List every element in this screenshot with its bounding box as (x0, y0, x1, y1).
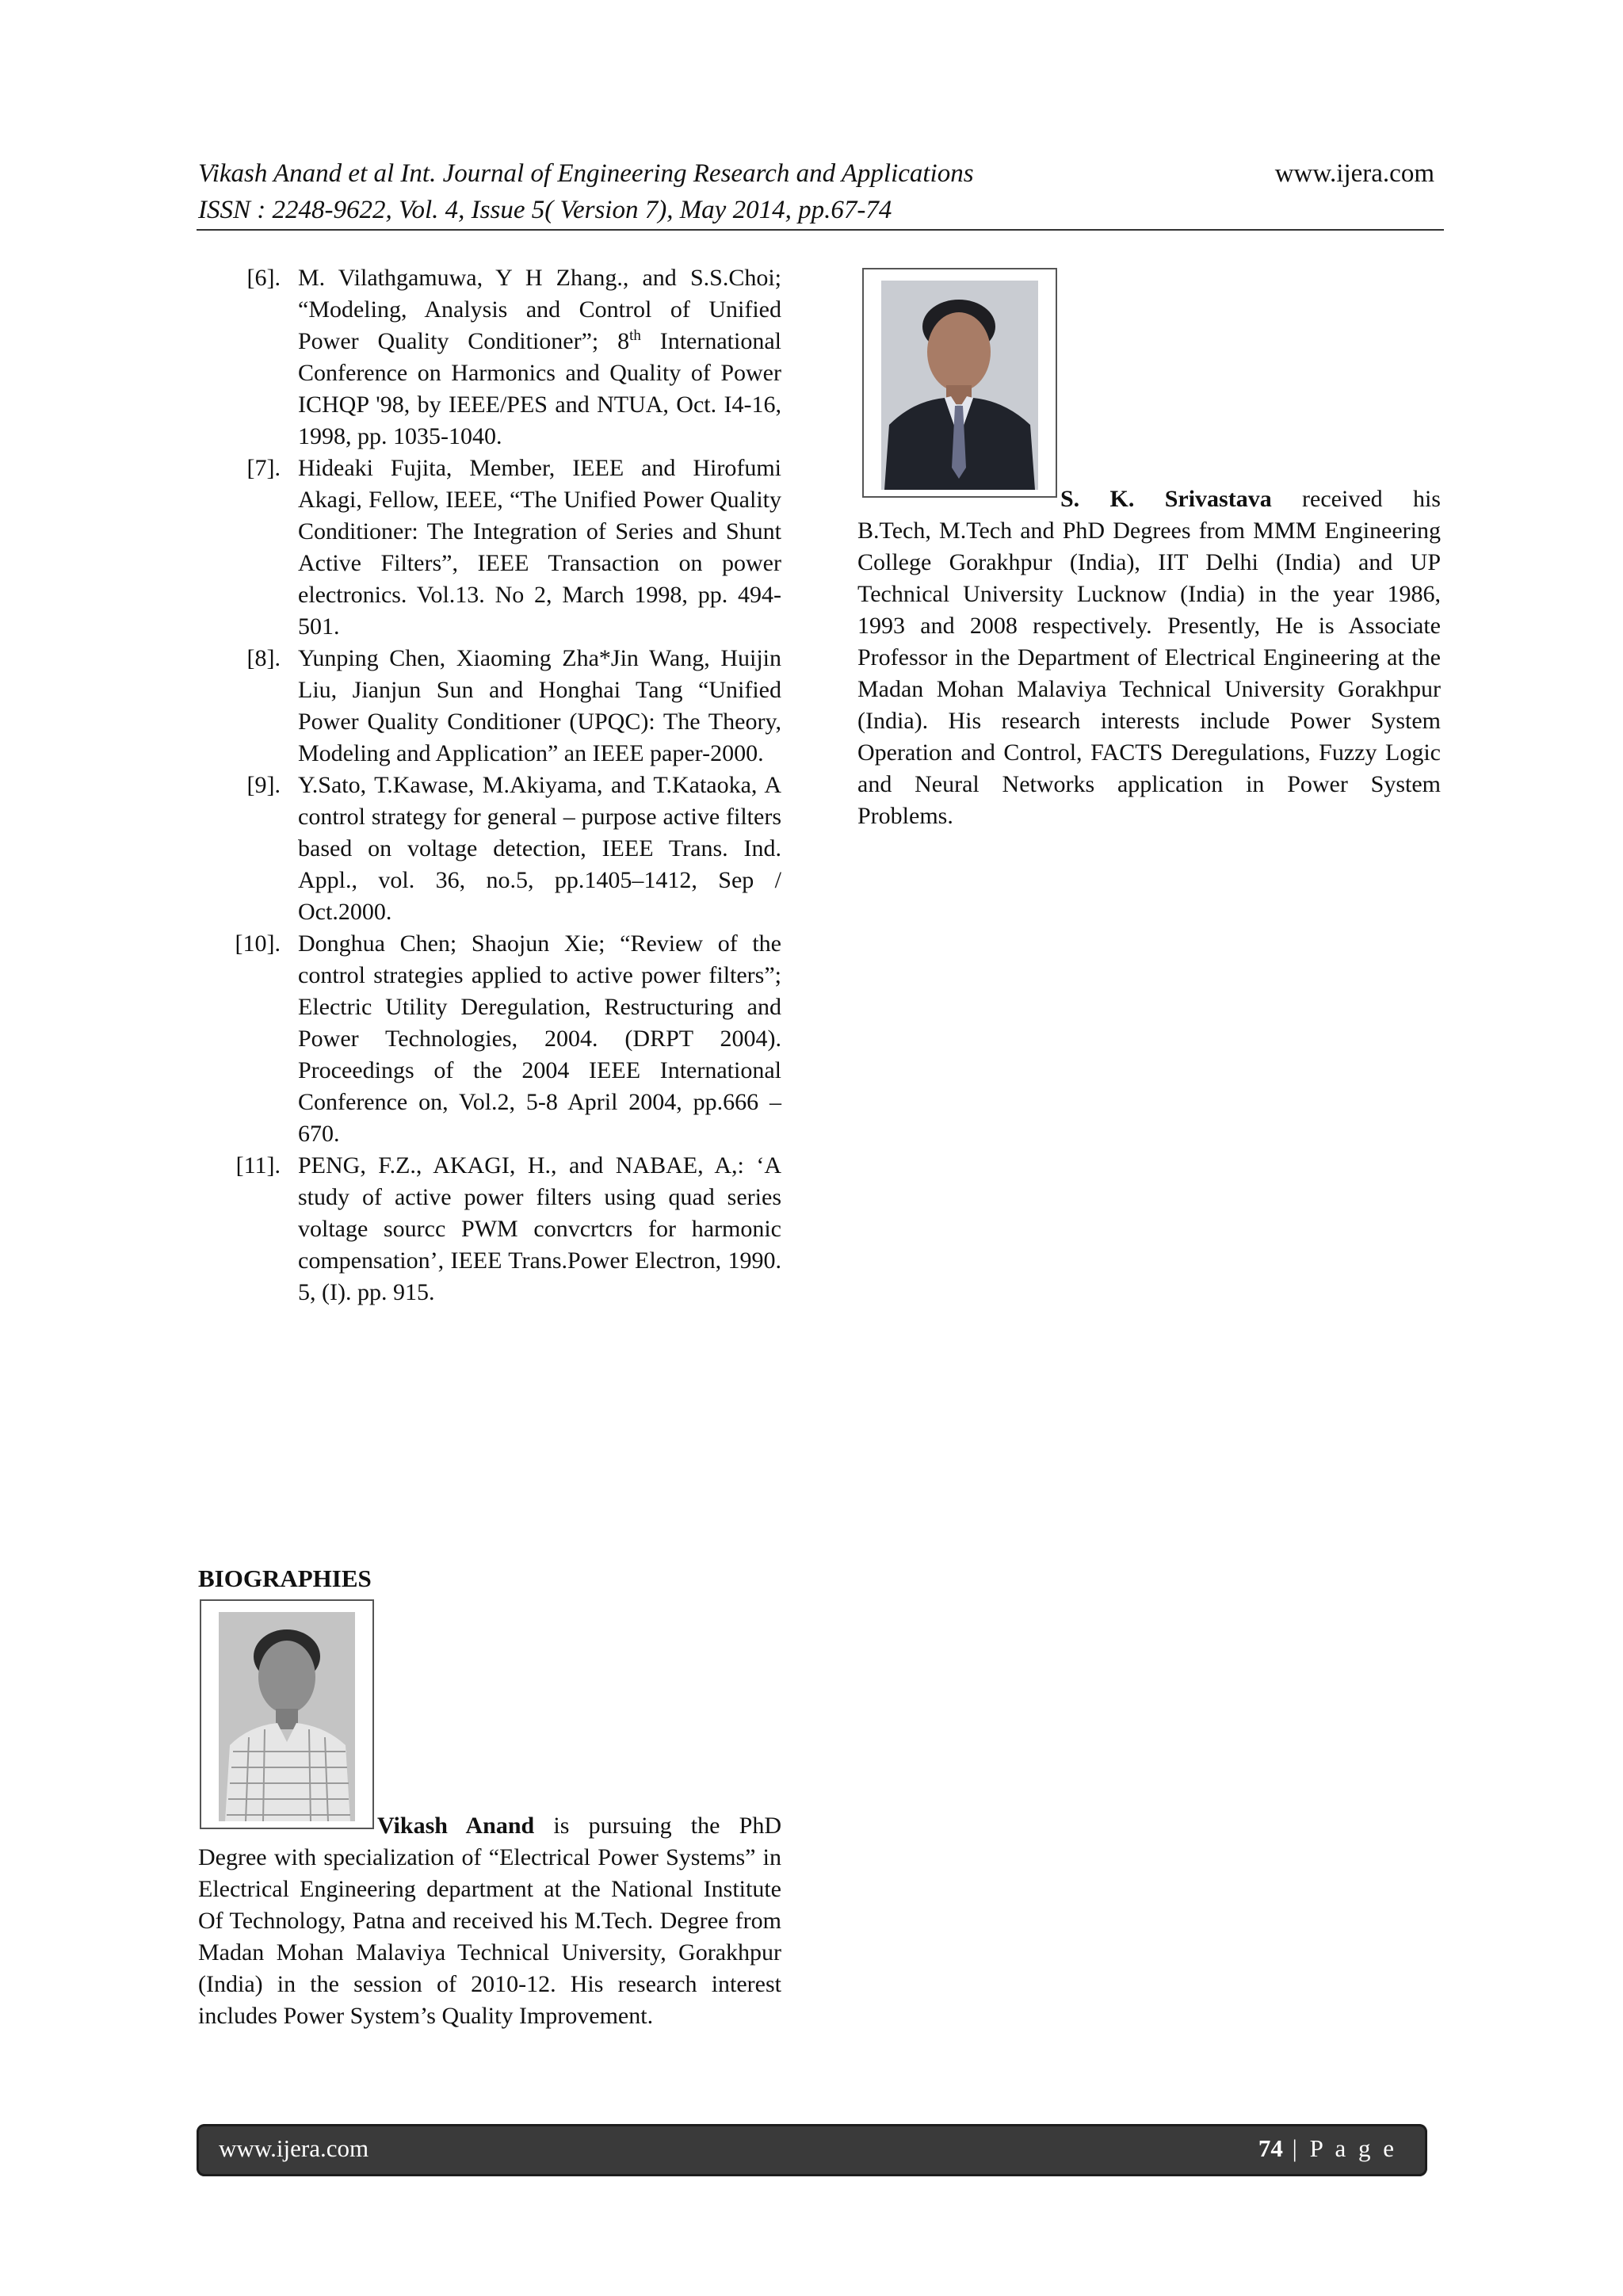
references-list (212, 262, 781, 1308)
page-number: 74 (1258, 2134, 1283, 2162)
reference-text: Yunping Chen, Xiaoming Zha*Jin Wang, Huijin Liu, Jianjun Sun and Honghai Tang “Unified Power Quality Conditioner (UPQC): The Theory, Modeling and Application” an IEEE paper-2000. (298, 645, 781, 766)
biography-vikash-anand-text: Degree with specialization of “Electrical Power Systems” in Electrical Engineering department at the National Institute Of Technology, Patna and received his M.Tech. Degree from Madan Mohan Malaviya Technical University, Gorakhpur (India) in the session of 2010-12. His research interest includes Power System’s Quality Improvement. (198, 1844, 781, 2029)
reference-number: [11]. (235, 1152, 281, 1179)
reference-item (212, 928, 781, 1150)
reference-text: M. Vilathgamuwa, Y H Zhang., and S.S.Choi; “Modeling, Analysis and Control of Unified Power Quality Conditioner”; 8th International Conference on Harmonics and Quality of Power ICHQP '98, by IEEE/PES and NTUA, Oct. I4-16, 1998, pp. 1035-1040. (298, 265, 781, 449)
footer-website-link[interactable]: www.ijera.com (219, 2134, 369, 2162)
author-name: S. K. Srivastava (1060, 486, 1272, 512)
issn-line: ISSN : 2248-9622, Vol. 4, Issue 5( Version 7), May 2014, pp.67-74 (198, 196, 892, 224)
reference-item (212, 1150, 781, 1308)
reference-number: [6]. (246, 265, 281, 291)
header-website-link[interactable]: www.ijera.com (1274, 159, 1434, 188)
reference-number: [10]. (235, 930, 281, 957)
biography-sk-srivastava-text: B.Tech, M.Tech and PhD Degrees from MMM Engineering College Gorakhpur (India), IIT Delhi (India) and UP Technical University Lucknow (India) in the year 1986, 1993 and 2008 respectively. Presently, He is Associate Professor in the Department of Electrical Engineering at the Madan Mohan Malaviya Technical University Gorakhpur (India). His research interests include Power System Operation and Control, FACTS Deregulations, Fuzzy Logic and Neural Networks application in Power System Problems. (857, 518, 1441, 829)
reference-number: [8]. (246, 645, 281, 671)
ordinal-superscript: th (629, 327, 641, 344)
reference-item (212, 453, 781, 643)
reference-item (212, 262, 781, 453)
reference-text: Y.Sato, T.Kawase, M.Akiyama, and T.Kataoka, A control strategy for general – purpose active filters based on voltage detection, IEEE Trans. Ind. Appl., vol. 36, no.5, pp.1405–1412, Sep / Oct.2000. (298, 772, 781, 925)
page-number-label: 74 | P a g e (1258, 2134, 1397, 2162)
reference-number: [7]. (246, 455, 281, 481)
reference-text: PENG, F.Z., AKAGI, H., and NABAE, A,: ‘A study of active power filters using quad series voltage sourcc PWM convcrtcrs for harmonic compensation’, IEEE Trans.Power Electron, 1990. 5, (I). pp. 915. (298, 1152, 781, 1305)
header-divider (197, 229, 1444, 231)
page-header (198, 155, 1441, 231)
author-photo-vikash-anand (200, 1599, 374, 1829)
biographies-heading: BIOGRAPHIES (198, 1564, 372, 1592)
author-name: Vikash Anand (377, 1813, 535, 1839)
reference-item (212, 770, 781, 928)
portrait-image (201, 1601, 372, 1828)
biography-sk-srivastava: S. K. Srivastava received his (1060, 486, 1441, 512)
page-footer (197, 2124, 1427, 2176)
portrait-image (864, 269, 1056, 496)
journal-citation-line: Vikash Anand et al Int. Journal of Engineering Research and Applications (198, 159, 974, 188)
reference-item (212, 643, 781, 770)
reference-text: Donghua Chen; Shaojun Xie; “Review of the control strategies applied to active power filters”; Electric Utility Deregulation, Restructuring and Power Technologies, 2004. (DRPT 2004). Proceedings of the 2004 IEEE International Conference on, Vol.2, 5-8 April 2004, pp.666 – 670. (298, 930, 781, 1147)
biography-vikash-anand: Vikash Anand is pursuing the PhD (377, 1813, 782, 1839)
author-photo-sk-srivastava (862, 268, 1057, 498)
reference-text: Hideaki Fujita, Member, IEEE and Hirofumi Akagi, Fellow, IEEE, “The Unified Power Quality Conditioner: The Integration of Series and Shunt Active Filters”, IEEE Transaction on power electronics. Vol.13. No 2, March 1998, pp. 494-501. (298, 455, 781, 640)
reference-number: [9]. (246, 772, 281, 798)
